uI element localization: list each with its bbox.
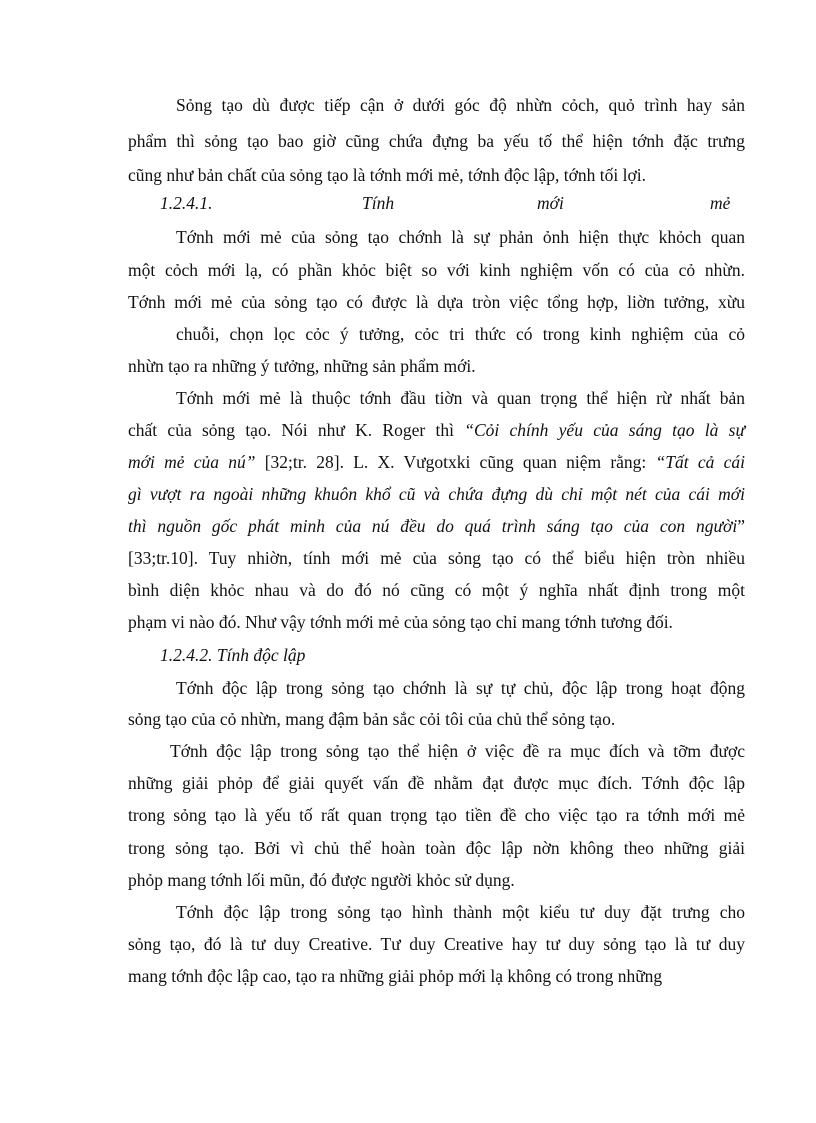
paragraph-3-line-5 [128, 514, 745, 538]
paragraph-2-line-5: nhừn tạo ra những ý tưởng, những sản phẩm mới. [128, 356, 476, 376]
paragraph-1-line-2: phẩm thì sỏng tạo bao giờ cũng chứa đựng ba yếu tố thể hiện tớnh đặc trưng [128, 131, 745, 151]
paragraph-6-line-1: Tớnh độc lập trong sỏng tạo hình thành một kiểu tư duy đặt trưng cho [176, 902, 745, 922]
paragraph-1-line-3: cũng như bản chất của sỏng tạo là tớnh mới mẻ, tớnh độc lập, tớnh tối lợi. [128, 165, 646, 185]
paragraph-2-line-2: một cỏch mới lạ, có phần khỏc biệt so với kinh nghiệm vốn có của cỏ nhừn. [128, 260, 745, 280]
paragraph-3-line-2 [128, 418, 745, 442]
paragraph-3-line-6: [33;tr.10]. Tuy nhiờn, tính mới mẻ của sỏng tạo có thể biểu hiện tròn nhiều [128, 548, 745, 568]
paragraph-3-line-3 [128, 450, 745, 474]
text-run: chất của sỏng tạo. Nói như K. Roger thì [128, 420, 465, 440]
text-run: [32;tr. 28]. L. X. Vưgotxki cũng quan niệm rằng: [255, 452, 656, 472]
quote-text: “Cỏi chính yếu của sáng tạo là sự [464, 420, 745, 440]
section-heading-number: 1.2.4.1. [160, 193, 213, 213]
paragraph-6-line-2: sỏng tạo, đó là tư duy Creative. Tư duy Creative hay tư duy sỏng tạo là tư duy [128, 934, 745, 954]
paragraph-3-line-7: bình diện khỏc nhau và do đó nó cũng có một ý nghĩa nhất định trong một [128, 580, 745, 600]
paragraph-5-line-3: trong sỏng tạo là yếu tố rất quan trọng tạo tiền đề cho việc tạo ra tớnh mới mẻ [128, 805, 745, 825]
paragraph-6-line-3: mang tớnh độc lập cao, tạo ra những giải phỏp mới lạ không có trong những [128, 966, 663, 986]
paragraph-2-line-1: Tớnh mới mẻ của sỏng tạo chớnh là sự phản ỏnh hiện thực khỏch quan [176, 227, 745, 247]
paragraph-4-line-1: Tớnh độc lập trong sỏng tạo chớnh là sự tự chủ, độc lập trong hoạt động [176, 678, 745, 698]
paragraph-3-line-4: gì vượt ra ngoài những khuôn khổ cũ và chứa đựng dù chỉ một nét của cái mới [128, 484, 745, 504]
paragraph-3-line-1: Tớnh mới mẻ là thuộc tớnh đầu tiờn và quan trọng thể hiện rừ nhất bản [176, 388, 745, 408]
paragraph-5-line-5: phỏp mang tớnh lối mũn, đó được người khỏc sử dụng. [128, 870, 515, 890]
section-heading-word: Tính [362, 193, 395, 213]
paragraph-4-line-2: sỏng tạo của cỏ nhừn, mang đậm bản sắc cỏi tôi của chủ thể sỏng tạo. [128, 709, 616, 729]
paragraph-5-line-2: những giải phỏp để giải quyết vấn đề nhằm đạt được mục đích. Tớnh độc lập [128, 773, 745, 793]
paragraph-3-line-8: phạm vi nào đó. Như vậy tớnh mới mẻ của sỏng tạo chỉ mang tớnh tương đối. [128, 612, 673, 632]
section-heading-word: mẻ [710, 193, 731, 213]
quote-text: “Tất cả cái [655, 452, 745, 472]
paragraph-1-line-1: Sỏng tạo dù được tiếp cận ở dưới góc độ nhừn cỏch, quỏ trình hay sản [176, 95, 745, 115]
paragraph-5-line-1: Tớnh độc lập trong sỏng tạo thể hiện ở việc đề ra mục đích và tỡm được [170, 741, 745, 761]
section-heading: 1.2.4.2. Tính độc lập [160, 645, 306, 665]
quote-text: thì nguồn gốc phát minh của nú đều do quá trình sáng tạo của con người [128, 516, 738, 536]
paragraph-2-line-3: Tớnh mới mẻ của sỏng tạo có được là dựa tròn việc tổng hợp, liờn tưởng, xừu [128, 292, 745, 312]
paragraph-2-line-4: chuỗi, chọn lọc cỏc ý tưởng, cỏc tri thức có trong kinh nghiệm của cỏ [176, 324, 745, 344]
quote-text: mới mẻ của nú” [128, 452, 256, 472]
section-heading-word: mới [537, 193, 564, 213]
text-run: ” [737, 516, 745, 536]
paragraph-5-line-4: trong sỏng tạo. Bởi vì chủ thể hoàn toàn độc lập nờn không theo những giải [128, 838, 745, 858]
